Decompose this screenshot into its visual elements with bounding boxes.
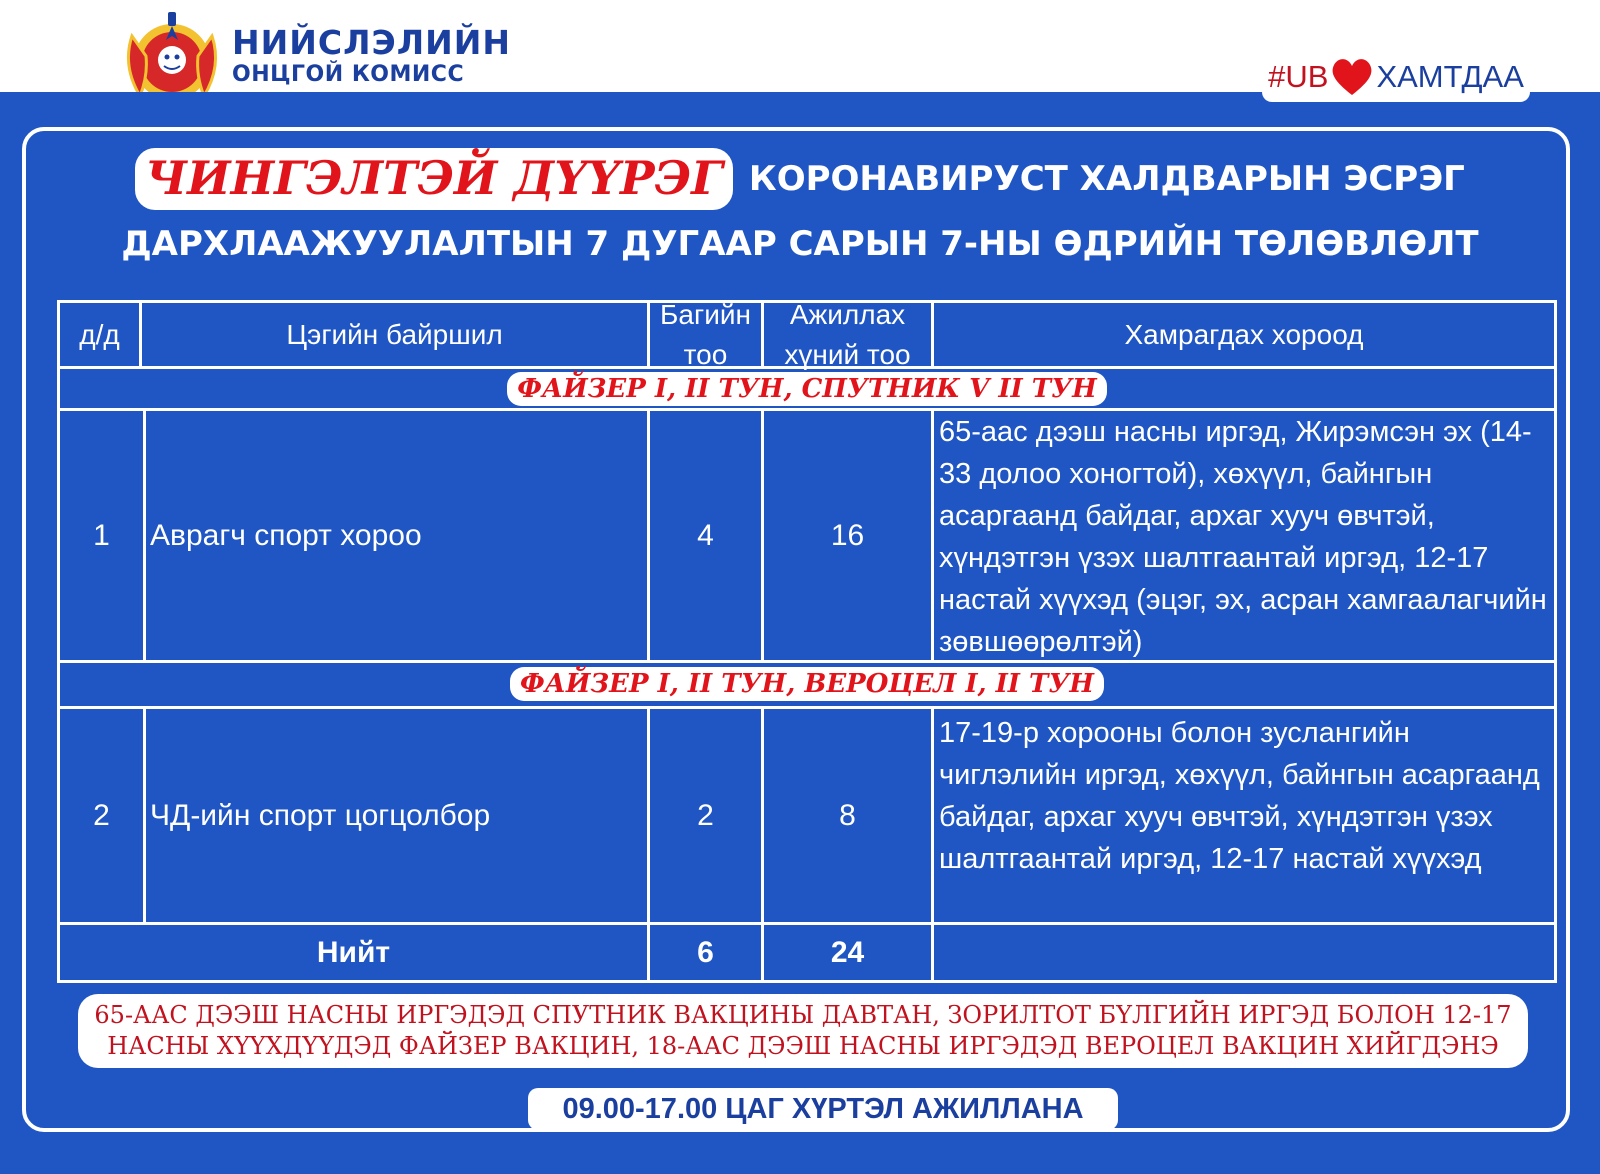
col-header-staff <box>764 298 931 370</box>
col-header-location: Цэгийн байршил <box>286 318 503 350</box>
col-header-teams <box>650 298 761 370</box>
total-staff: 24 <box>830 935 865 969</box>
total-label: Нийт <box>316 935 391 969</box>
row-1-location: Аврагч спорт хороо <box>150 518 422 552</box>
row-2-location: ЧД-ийн спорт цогцолбор <box>150 798 491 832</box>
hashtag-badge <box>1262 52 1530 102</box>
row-1-no: 1 <box>93 518 110 552</box>
row-2-teams: 2 <box>697 798 714 832</box>
heart-icon <box>1330 57 1374 97</box>
table-grid-line <box>143 706 146 925</box>
title-line-1 <box>0 148 1600 210</box>
col-header-teams-line1: Багийн <box>660 298 751 330</box>
section-label-1-text: ФАЙЗЕР I, II ТУН, СПУТНИК V II ТУН <box>507 372 1107 406</box>
table-grid-line <box>931 408 934 663</box>
row-1-staff: 16 <box>830 518 865 552</box>
row-1-teams: 4 <box>697 518 714 552</box>
org-name <box>232 23 511 87</box>
row-2-coverage: 17-19-р хорооны болон зуслангийн чиглэлийн иргэд, хөхүүл, байнгын асаргаанд байдаг, архаг хууч өвчтэй, хүндэтгэн үзэх шалтгаантай иргэд, 12-17 настай хүүхэд <box>939 717 1540 875</box>
vaccine-note-line1: 65-ААС ДЭЭШ НАСНЫ ИРГЭДЭД СПУТНИК ВАКЦИНЫ ДАВТАН, ЗОРИЛТОТ БҮЛГИЙН ИРГЭД БОЛОН 12-17 <box>94 1001 1512 1029</box>
row-2-no: 2 <box>93 798 110 832</box>
org-name-line1: НИЙСЛЭЛИЙН <box>232 23 511 62</box>
district-name: ЧИНГЭЛТЭЙ ДҮҮРЭГ <box>135 148 733 210</box>
col-header-staff-line2: хүний тоо <box>784 338 911 370</box>
hashtag-prefix: #UB <box>1268 59 1329 94</box>
table-grid-line <box>143 408 146 663</box>
org-name-line2: ОНЦГОЙ КОМИСС <box>232 62 465 87</box>
section-label-2 <box>57 667 1557 701</box>
title-line-1-text: КОРОНАВИРУСТ ХАЛДВАРЫН ЭСРЭГ <box>748 159 1465 199</box>
row-2-staff: 8 <box>839 798 856 832</box>
col-header-staff-line1: Ажиллах <box>789 298 906 330</box>
col-header-teams-line2: тоо <box>683 338 728 370</box>
section-label-1 <box>57 372 1557 406</box>
hashtag-suffix: ХАМТДАА <box>1376 59 1524 94</box>
col-header-coverage: Хамрагдах хороод <box>1124 318 1364 350</box>
vaccine-note <box>78 994 1528 1068</box>
table-grid-line <box>57 980 1557 983</box>
vaccine-note-line2: НАСНЫ ХҮҮХДҮҮДЭД ФАЙЗЕР ВАКЦИН, 18-ААС ДЭЭШ НАСНЫ ИРГЭДЭД ВЕРОЦЕЛ ВАКЦИН ХИЙГДЭНЭ <box>107 1032 1499 1060</box>
table-grid-line <box>931 706 934 983</box>
title-line-2: ДАРХЛААЖУУЛАЛТЫН 7 ДУГААР САРЫН 7-НЫ ӨДРИЙН ТӨЛӨВЛӨЛТ <box>121 224 1479 264</box>
table-grid-line <box>57 660 1557 663</box>
vaccination-schedule-table <box>57 300 1557 1005</box>
working-hours: 09.00-17.00 ЦАГ ХҮРТЭЛ АЖИЛЛАНА <box>528 1088 1118 1130</box>
total-teams: 6 <box>697 935 714 969</box>
col-header-no: д/д <box>79 318 120 350</box>
section-label-2-text: ФАЙЗЕР I, II ТУН, ВЕРОЦЕЛ I, II ТУН <box>510 667 1104 701</box>
row-1-coverage: 65-аас дээш насны иргэд, Жирэмсэн эх (14-33 долоо хоногтой), хөхүүл, байнгын асаргаанд байдаг, архаг хууч өвчтэй, хүндэтгэн үзэх шалтгаантай иргэд, 12-17 настай хүүхэд (эцэг, эх, асран хамгаалагчийн зөвшөөрөлтэй) <box>939 416 1547 658</box>
